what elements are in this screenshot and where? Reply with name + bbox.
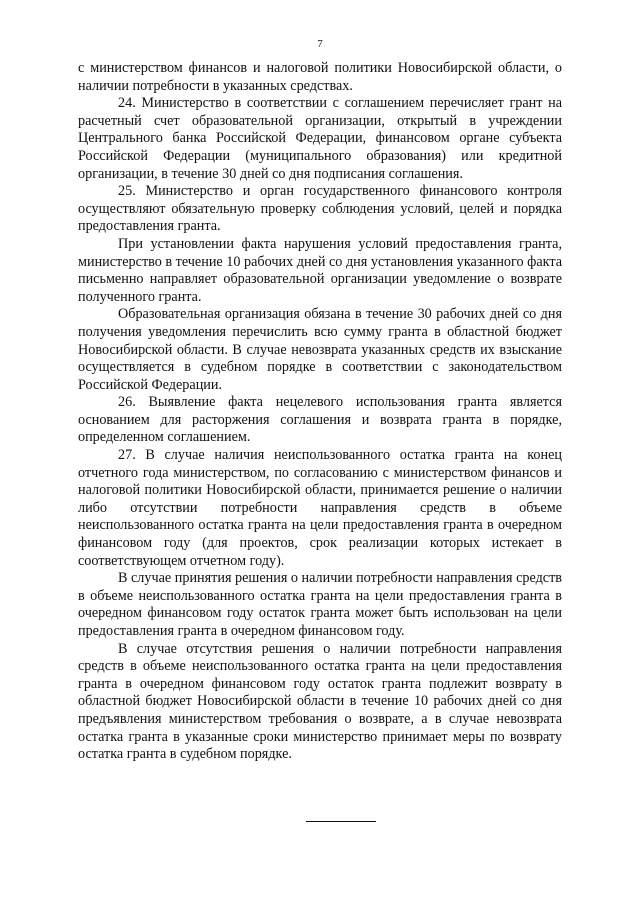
document-body xyxy=(78,60,562,764)
page-number: 7 xyxy=(317,38,323,50)
end-of-text-rule xyxy=(306,821,376,822)
paragraph-item-24: 24. Министерство в соответствии с соглашением перечисляет грант на расчетный счет образовательной организации, открытый в учреждении Центрального банка Российской Федерации, финансовом органе субъекта Российской Федерации (муниципального образования) или кредитной организации, в течение 30 дней со дня подписания соглашения. xyxy=(78,95,562,182)
paragraph-violation-notice: При установлении факта нарушения условий предоставления гранта, министерство в течение 10 рабочих дней со дня установления указанного факта письменно направляет образовательной организации уведомление о возврате полученного гранта. xyxy=(78,235,562,305)
paragraph-item-25: 25. Министерство и орган государственного финансового контроля осуществляют обязательную проверку соблюдения условий, целей и порядка предоставления гранта. xyxy=(78,183,562,235)
paragraph-remainder-return: В случае отсутствия решения о наличии потребности направления средств в объеме неиспользованного остатка гранта на цели предоставления гранта в очередном финансовом году остаток гранта подлежит возврату в областной бюджет Новосибирской области в течение 10 рабочих дней со дня предъявления министерством требования о возврате, а в случае невозврата остатка гранта в указанные сроки министерство принимает меры по возврату остатка гранта в судебном порядке. xyxy=(78,640,562,763)
paragraph-continuation: с министерством финансов и налоговой политики Новосибирской области, о наличии потребности в указанных средствах. xyxy=(78,60,562,94)
paragraph-refund-obligation: Образовательная организация обязана в течение 30 рабочих дней со дня получения уведомления перечислить всю сумму гранта в областной бюджет Новосибирской области. В случае невозврата указанных средств их взыскание осуществляется в судебном порядке в соответствии с законодательством Российской Федерации. xyxy=(78,306,562,393)
paragraph-item-27: 27. В случае наличия неиспользованного остатка гранта на конец отчетного года министерством, по согласованию с министерством финансов и налоговой политики Новосибирской области, принимается решение о наличии либо отсутствии потребности направления средств в объеме неиспользованного остатка гранта на цели предоставления гранта в очередном финансовом году (для проектов, срок реализации которых истекает в соответствующем отчетном году). xyxy=(78,447,562,569)
paragraph-remainder-use: В случае принятия решения о наличии потребности направления средств в объеме неиспользованного остатка гранта на цели предоставления гранта в очередном финансовом году остаток гранта может быть использован на цели предоставления гранта в очередном финансовом году. xyxy=(78,570,562,639)
paragraph-item-26: 26. Выявление факта нецелевого использования гранта является основанием для расторжения соглашения и возврата гранта в порядке, определенном соглашением. xyxy=(78,394,562,446)
